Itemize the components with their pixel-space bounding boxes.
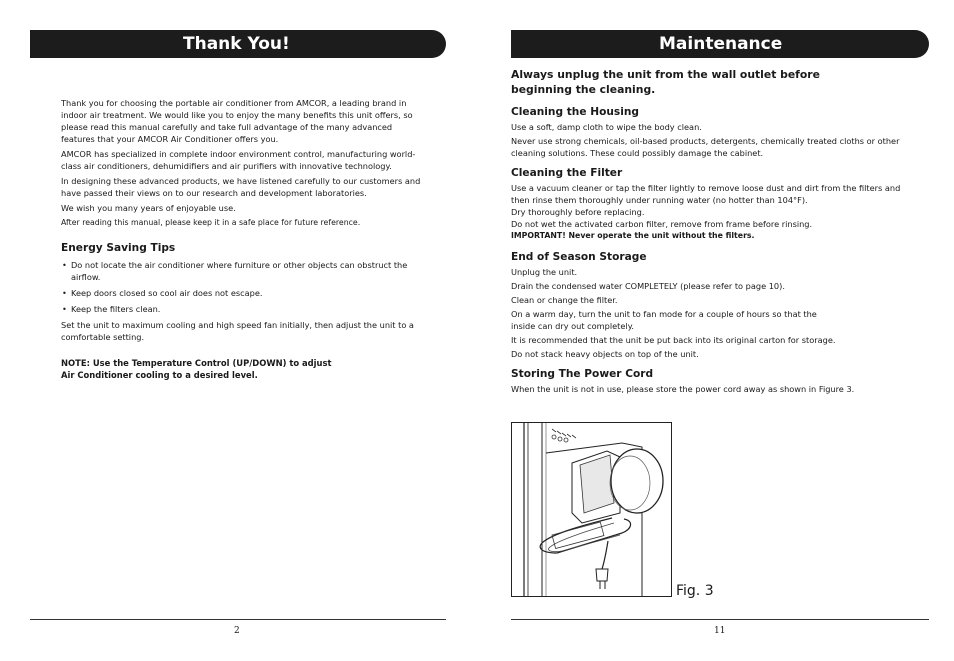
page-number-left: 2 [234, 626, 240, 636]
storage-line: Do not stack heavy objects on top of the unit. [511, 349, 699, 359]
storage-heading: End of Season Storage [511, 251, 647, 263]
note-line: Air Conditioner cooling to a desired level. [61, 370, 258, 380]
footer-rule-right [511, 619, 929, 620]
intro-paragraph: In designing these advanced products, we have listened carefully to our customers and have passed their views on to our research and development laboratories. [61, 176, 421, 198]
cord-heading: Storing The Power Cord [511, 368, 654, 380]
filter-line: Do not wet the activated carbon filter, remove from frame before rinsing. [511, 219, 813, 229]
title-banner-right [511, 30, 929, 58]
storage-line: Clean or change the filter. [511, 295, 618, 305]
storage-line: On a warm day, turn the unit to fan mode for a couple of hours so that the inside can dry out completely. [511, 309, 817, 331]
housing-heading: Cleaning the Housing [511, 106, 639, 118]
figure-power-cord [511, 422, 672, 597]
energy-heading: Energy Saving Tips [61, 242, 176, 254]
list-item: • Do not locate the air conditioner where furniture or other objects can obstruct the airflow. [61, 259, 421, 283]
filter-line: Use a vacuum cleaner or tap the filter lightly to remove loose dust and dirt from the filters and then rinse them thoroughly under running water (no hotter than 104°F). [511, 183, 901, 205]
filter-line: Dry thoroughly before replacing. [511, 207, 645, 217]
note-line: NOTE: Use the Temperature Control (UP/DOWN) to adjust [61, 358, 332, 368]
housing-line: Never use strong chemicals, oil-based products, detergents, chemically treated cloths or other cleaning solutions. These could possibly damage the cabinet. [511, 136, 900, 158]
note-block [61, 357, 421, 381]
page-number-right: 11 [714, 626, 726, 636]
unplug-warning: Always unplug the unit from the wall outlet before beginning the cleaning. [511, 68, 820, 96]
intro-paragraph: Thank you for choosing the portable air conditioner from AMCOR, a leading brand in indoor air treatment. We would like you to enjoy the many benefits this unit offers, so please read this manual carefully and take full advantage of the many advanced features that your AMCOR Air Conditioner offers you. [61, 98, 413, 144]
energy-paragraph: Set the unit to maximum cooling and high speed fan initially, then adjust the unit to a comfortable setting. [61, 320, 414, 342]
left-page-content [61, 97, 421, 381]
filter-important: IMPORTANT! Never operate the unit without the filters. [511, 231, 755, 240]
figure-caption: Fig. 3 [676, 583, 714, 599]
intro-paragraph: After reading this manual, please keep it in a safe place for future reference. [61, 218, 361, 227]
housing-line: Use a soft, damp cloth to wipe the body clean. [511, 122, 702, 132]
intro-paragraph: AMCOR has specialized in complete indoor environment control, manufacturing world-class air conditioners, dehumidifiers and air purifiers with innovative technology. [61, 149, 416, 171]
footer-rule-left [30, 619, 446, 620]
storage-line: Drain the condensed water COMPLETELY (please refer to page 10). [511, 281, 785, 291]
storage-line: Unplug the unit. [511, 267, 578, 277]
page-title-left: Thank You! [183, 34, 290, 54]
filter-heading: Cleaning the Filter [511, 167, 623, 179]
storage-line: It is recommended that the unit be put back into its original carton for storage. [511, 335, 836, 345]
list-item: • Keep doors closed so cool air does not escape. [61, 287, 421, 299]
title-banner-left [30, 30, 446, 58]
list-item: • Keep the filters clean. [61, 303, 421, 315]
air-conditioner-illustration [512, 423, 671, 596]
right-page-content [511, 67, 921, 398]
cord-line: When the unit is not in use, please store the power cord away as shown in Figure 3. [511, 384, 855, 394]
page-title-right: Maintenance [659, 34, 783, 54]
intro-paragraph: We wish you many years of enjoyable use. [61, 203, 236, 213]
energy-tips-list [61, 259, 421, 315]
